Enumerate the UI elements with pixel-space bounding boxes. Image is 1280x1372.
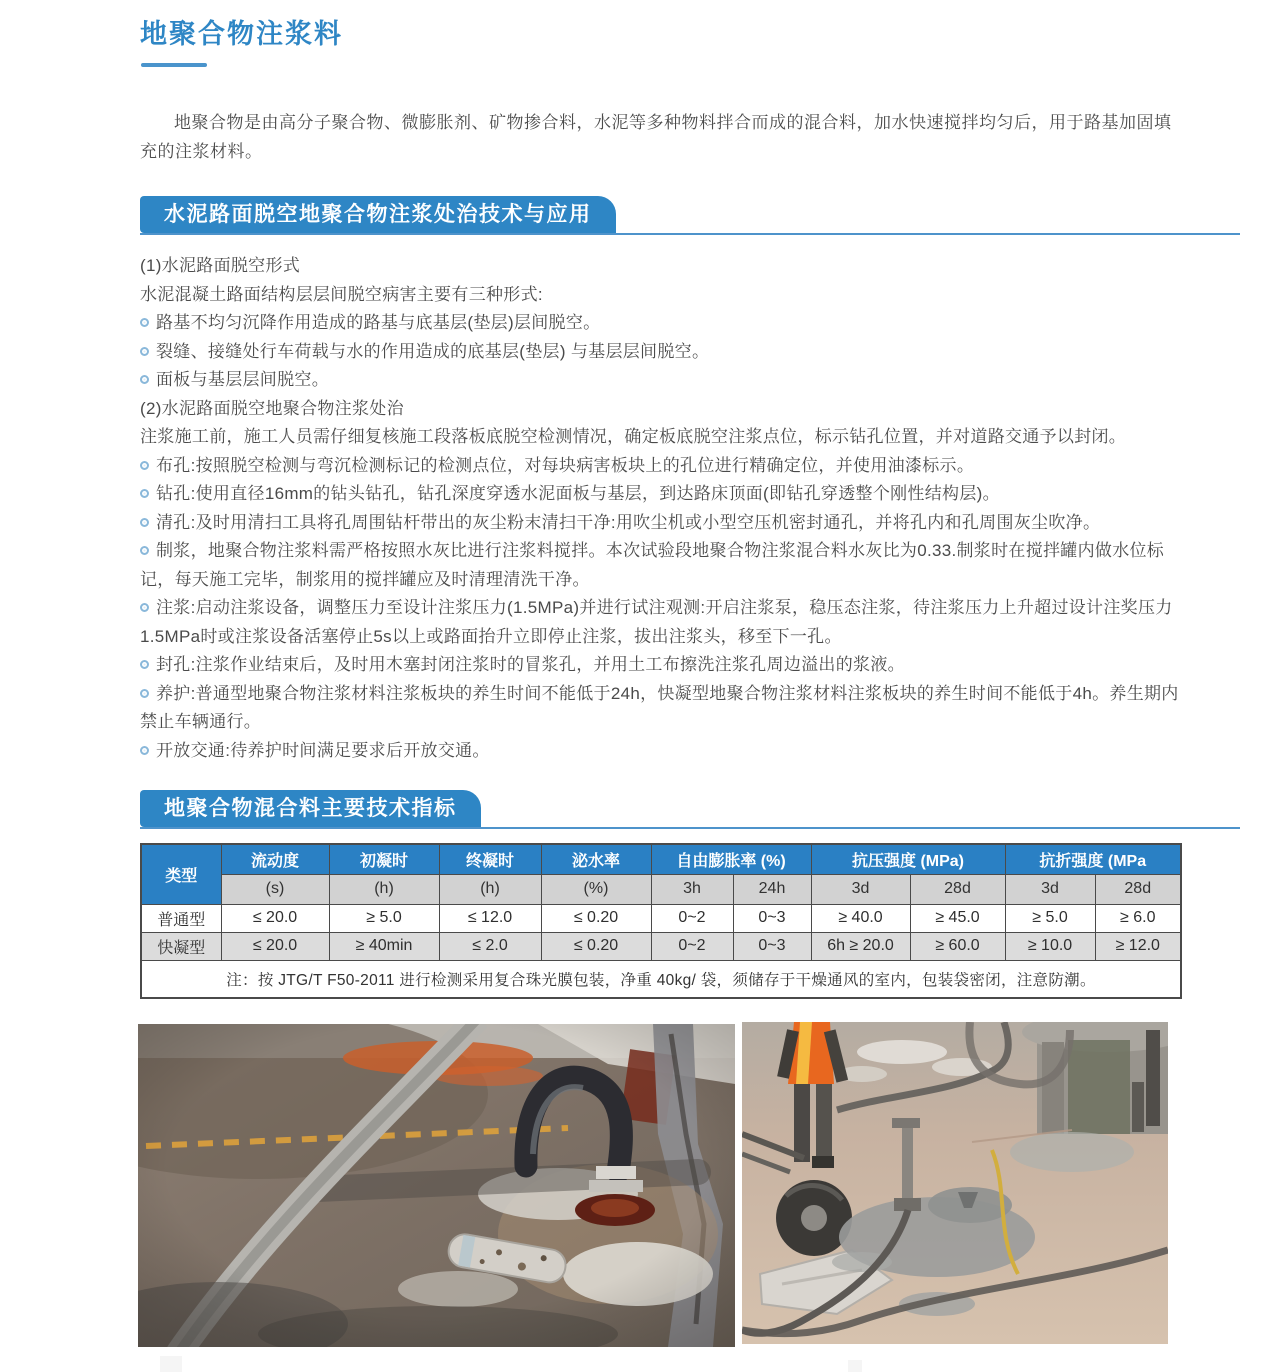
table-value-cell: ≤ 0.20	[541, 932, 651, 960]
table-value-cell: 0~3	[733, 904, 811, 932]
table-group-header-cell: 流动度	[221, 844, 329, 874]
bullet-ring-icon	[140, 347, 149, 356]
table-subheader-cell: 3d	[811, 874, 910, 904]
table-value-cell: ≥ 6.0	[1095, 904, 1181, 932]
table-value-cell: ≤ 12.0	[439, 904, 541, 932]
table-group-header-cell: 抗折强度 (MPa	[1005, 844, 1181, 874]
table-row-label: 快凝型	[141, 932, 221, 960]
table-value-cell: ≥ 5.0	[329, 904, 439, 932]
section2-header	[140, 790, 1240, 829]
line-text: 面板与基层层间脱空。	[156, 370, 329, 389]
table-value-cell: ≥ 12.0	[1095, 932, 1181, 960]
line-text: 制浆，地聚合物注浆料需严格按照水灰比进行注浆料搅拌。本次试验段地聚合物注浆混合料水灰比为0.33.制浆时在搅拌罐内做水位标记，每天施工完毕，制浆用的搅拌罐应及时清理清洗干净。	[140, 541, 1165, 589]
photo-construction-site-grouting	[742, 1022, 1168, 1344]
line-text: 注浆施工前，施工人员需仔细复核施工段落板底脱空检测情况，确定板底脱空注浆点位，标示钻孔位置，并对道路交通予以封闭。	[140, 427, 1127, 446]
line-text: 封孔:注浆作业结束后，及时用木塞封闭注浆时的冒浆孔，并用土工布擦洗注浆孔周边溢出的浆液。	[156, 655, 905, 674]
table-value-cell: ≤ 20.0	[221, 932, 329, 960]
table-value-cell: ≤ 2.0	[439, 932, 541, 960]
bullet-ring-icon	[140, 375, 149, 384]
bullet-ring-icon	[140, 461, 149, 470]
spec-table-wrap	[140, 843, 1180, 999]
bullet-ring-icon	[140, 660, 149, 669]
line-text: 清孔:及时用清扫工具将孔周围钻杆带出的灰尘粉末清扫干净:用吹尘机或小型空压机密封通孔，并将孔内和孔周围灰尘吹净。	[156, 512, 1101, 532]
table-value-cell: 0~3	[733, 932, 811, 960]
table-subheader-cell: 24h	[733, 874, 811, 904]
bullet-line	[140, 452, 1184, 481]
bullet-line	[140, 509, 1184, 538]
table-value-cell: ≥ 45.0	[910, 904, 1005, 932]
bullet-ring-icon	[140, 489, 149, 498]
table-corner-cell: 类型	[141, 844, 221, 904]
table-value-cell: 0~2	[651, 904, 733, 932]
table-subheader-cell: 3d	[1005, 874, 1095, 904]
text-line	[140, 252, 1184, 281]
table-subheader-cell: 28d	[910, 874, 1005, 904]
page-bottom-artifact	[848, 1360, 862, 1372]
line-text: 裂缝、接缝处行车荷载与水的作用造成的底基层(垫层) 与基层层间脱空。	[156, 341, 710, 361]
page-bottom-artifact	[160, 1356, 182, 1372]
line-text: 钻孔:使用直径16mm的钻头钻孔，钻孔深度穿透水泥面板与基层，到达路床顶面(即钻孔穿透整个刚性结构层)。	[156, 484, 1000, 503]
section1-body	[140, 252, 1184, 765]
table-subheader-row	[141, 874, 1181, 904]
bullet-line	[140, 480, 1184, 509]
bullet-ring-icon	[140, 689, 149, 698]
table-note-cell: 注：按 JTG/T F50-2011 进行检测采用复合珠光膜包装，净重 40kg/ 袋，须储存于干燥通风的室内，包装袋密闭，注意防潮。	[141, 960, 1181, 998]
table-subheader-cell: (h)	[439, 874, 541, 904]
table-group-header-cell: 初凝时	[329, 844, 439, 874]
bullet-ring-icon	[140, 546, 149, 555]
table-subheader-cell: (s)	[221, 874, 329, 904]
table-data-row	[141, 932, 1181, 960]
table-header-row	[141, 844, 1181, 874]
line-text: (1)水泥路面脱空形式	[140, 256, 301, 275]
bullet-line	[140, 680, 1184, 737]
line-text: 开放交通:待养护时间满足要求后开放交通。	[156, 740, 490, 760]
text-line	[140, 281, 1184, 310]
table-value-cell: ≥ 60.0	[910, 932, 1005, 960]
table-note-row	[141, 960, 1181, 998]
table-subheader-cell: (h)	[329, 874, 439, 904]
intro-paragraph: 地聚合物是由高分子聚合物、微膨胀剂、矿物掺合料，水泥等多种物料拌合而成的混合料，加水快速搅拌均匀后，用于路基加固填充的注浆材料。	[140, 113, 1172, 161]
bullet-line	[140, 537, 1184, 594]
line-text: 路基不均匀沉降作用造成的路基与底基层(垫层)层间脱空。	[156, 313, 601, 332]
bullet-line	[140, 737, 1184, 766]
bullet-ring-icon	[140, 603, 149, 612]
bullet-line	[140, 309, 1184, 338]
table-subheader-cell: 28d	[1095, 874, 1181, 904]
table-data-row	[141, 904, 1181, 932]
table-group-header-cell: 终凝时	[439, 844, 541, 874]
table-value-cell: ≥ 10.0	[1005, 932, 1095, 960]
text-line	[140, 423, 1184, 452]
bullet-ring-icon	[140, 518, 149, 527]
table-value-cell: ≥ 40.0	[811, 904, 910, 932]
table-value-cell: 0~2	[651, 932, 733, 960]
text-line	[140, 395, 1184, 424]
table-value-cell: 6h ≥ 20.0	[811, 932, 910, 960]
bullet-line	[140, 338, 1184, 367]
table-group-header-cell: 自由膨胀率 (%)	[651, 844, 811, 874]
table-value-cell: ≥ 5.0	[1005, 904, 1095, 932]
table-group-header-cell: 泌水率	[541, 844, 651, 874]
table-subheader-cell: (%)	[541, 874, 651, 904]
line-text: 养护:普通型地聚合物注浆材料注浆板块的养生时间不能低于24h，快凝型地聚合物注浆材料注浆板块的养生时间不能低于4h。养生期内禁止车辆通行。	[140, 683, 1179, 731]
line-text: 注浆:启动注浆设备，调整压力至设计注浆压力(1.5MPa)并进行试注观测:开启注浆泵，稳压态注浆，待注浆压力上升超过设计注奖压力1.5MPa时或注浆设备活塞停止5s以上或路面抬升立即停止注浆，拔出注浆头，移至下一孔。	[140, 598, 1173, 646]
bullet-line	[140, 366, 1184, 395]
table-subheader-cell: 3h	[651, 874, 733, 904]
section2-heading: 地聚合物混合料主要技术指标	[140, 790, 481, 827]
line-text: 水泥混凝土路面结构层层间脱空病害主要有三种形式:	[140, 284, 543, 304]
bullet-line	[140, 594, 1184, 651]
bullet-line	[140, 651, 1184, 680]
table-value-cell: ≥ 40min	[329, 932, 439, 960]
section1-header	[140, 196, 1240, 235]
section1-heading: 水泥路面脱空地聚合物注浆处治技术与应用	[140, 196, 616, 233]
table-group-header-cell: 抗压强度 (MPa)	[811, 844, 1005, 874]
line-text: 布孔:按照脱空检测与弯沉检测标记的检测点位，对每块病害板块上的孔位进行精确定位，并使用油漆标示。	[156, 455, 975, 475]
line-text: (2)水泥路面脱空地聚合物注浆处治	[140, 398, 404, 418]
photo-grouting-hose-injection-port	[138, 1024, 735, 1347]
title-underline	[141, 63, 207, 67]
table-value-cell: ≤ 0.20	[541, 904, 651, 932]
table-row-label: 普通型	[141, 904, 221, 932]
bullet-ring-icon	[140, 746, 149, 755]
spec-table	[140, 843, 1182, 999]
page-title: 地聚合物注浆料	[140, 19, 343, 49]
table-value-cell: ≤ 20.0	[221, 904, 329, 932]
bullet-ring-icon	[140, 318, 149, 327]
